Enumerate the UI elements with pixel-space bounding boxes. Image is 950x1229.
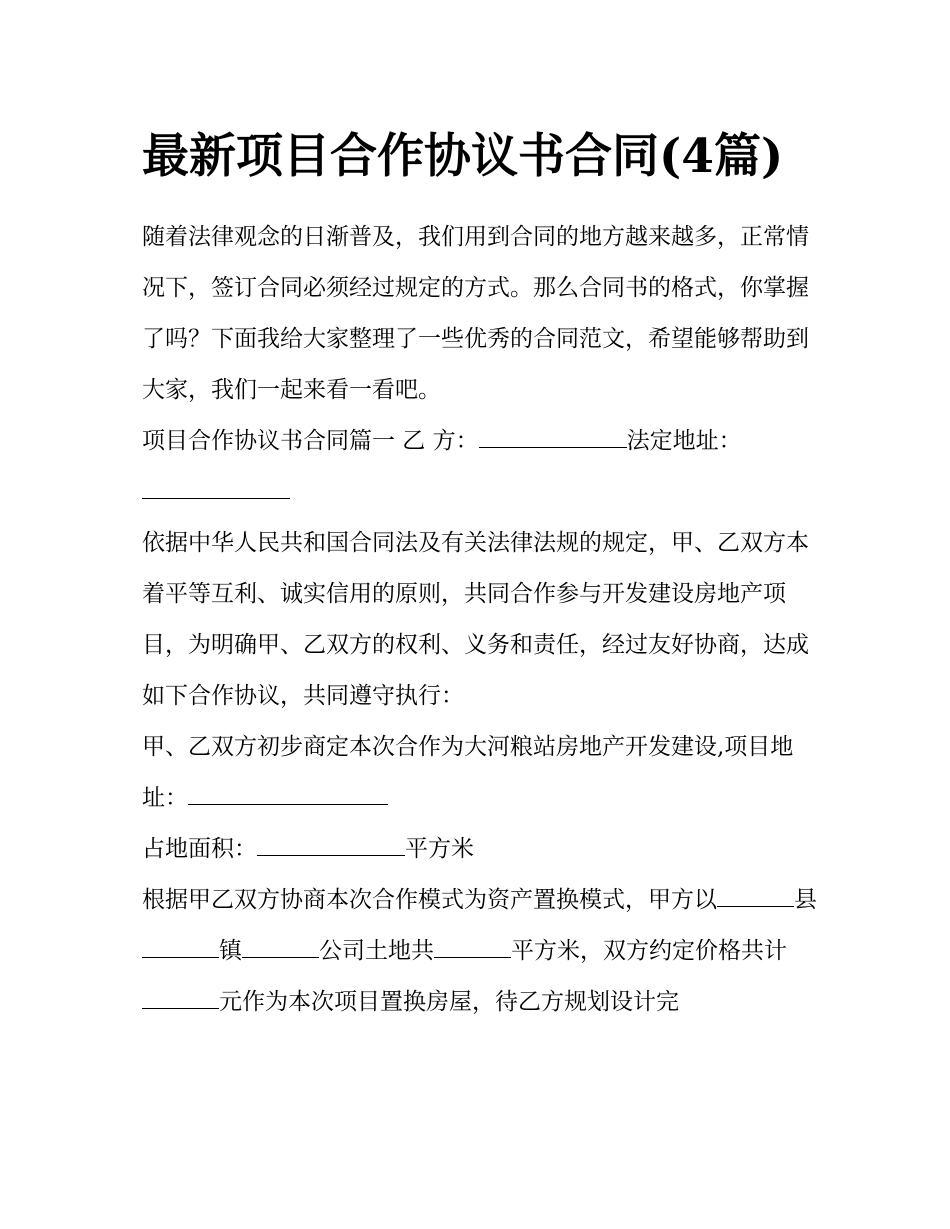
land-total-label: 公司土地共 xyxy=(319,938,434,964)
land-area-paragraph xyxy=(142,824,822,875)
address-blank xyxy=(142,472,290,499)
mode-text-end: 元作为本次项目置换房屋，待乙方规划设计完 xyxy=(219,989,679,1015)
address-label: 法定地址： xyxy=(626,428,742,454)
preamble-paragraph: 依据中华人民共和国合同法及有关法律法规的规定，甲、乙双方本着平等互利、诚实信用的原则，共同合作参与开发建设房地产项目，为明确甲、乙双方的权利、义务和责任，经过友好协商，达成如下合作协议，共同遵守执行： xyxy=(142,530,809,709)
company-blank xyxy=(242,931,319,958)
party-b-blank xyxy=(479,421,627,448)
document-body xyxy=(142,118,822,1028)
town-label: 镇 xyxy=(219,938,242,964)
project-location-paragraph xyxy=(142,722,822,824)
party-label: 项目合作协议书合同篇一 乙 方： xyxy=(142,428,479,454)
town-blank xyxy=(142,931,219,958)
cooperation-mode-paragraph xyxy=(142,875,822,1028)
document-title: 最新项目合作协议书合同(4篇) xyxy=(142,129,784,184)
land-area-blank xyxy=(257,829,405,856)
contract-party-line xyxy=(142,416,822,518)
intro-paragraph: 随着法律观念的日渐普及，我们用到合同的地方越来越多，正常情况下，签订合同必须经过规定的方式。那么合同书的格式，你掌握了吗？下面我给大家整理了一些优秀的合同范文，希望能够帮助到大家，我们一起来看一看吧。 xyxy=(142,224,809,403)
price-blank xyxy=(142,982,219,1009)
land-area-unit: 平方米 xyxy=(405,836,474,862)
project-location-text: 甲、乙双方初步商定本次合作为大河粮站房地产开发建设,项目地址： xyxy=(142,734,794,811)
county-blank xyxy=(717,880,794,907)
land-total-blank xyxy=(434,931,511,958)
land-area-label: 占地面积： xyxy=(142,836,257,862)
price-label: 平方米，双方约定价格共计 xyxy=(511,938,787,964)
mode-text-1: 根据甲乙双方协商本次合作模式为资产置换模式，甲方以 xyxy=(142,887,717,913)
county-label: 县 xyxy=(794,887,817,913)
project-address-blank xyxy=(188,778,388,805)
